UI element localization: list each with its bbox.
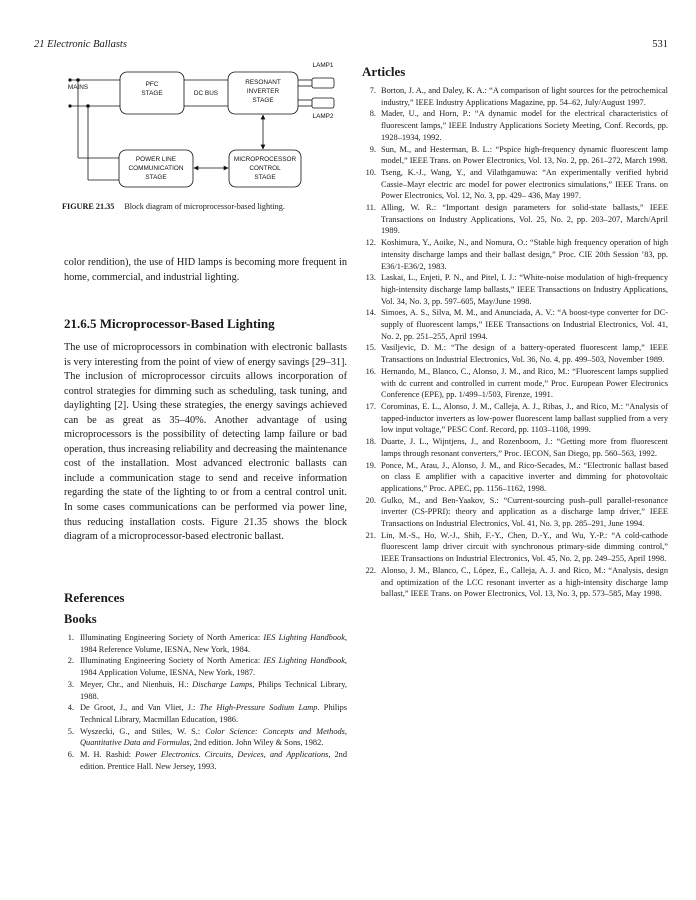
- reference-text: Borton, J. A., and Daley, K. A.: “A comparison of light sources for the petrochemical industry,” IEEE Industry Applications Magazine, pp. 54–62, July/August 1997.: [381, 86, 668, 107]
- label-inv-1: RESONANT: [245, 79, 281, 86]
- label-inv-3: STAGE: [252, 97, 274, 104]
- reference-details: , 1984 Application Volume, IESNA, New York, 1987.: [80, 656, 347, 678]
- junction-dot-2: [86, 104, 90, 108]
- figure-caption-text: Block diagram of microprocessor-based lighting.: [124, 202, 285, 211]
- reference-details: , 2nd edition. Prentice Hall. New Jersey, 1993.: [80, 750, 347, 771]
- reference-text: Corominas, E. L., Alonso, J. M., Calleja, A. J., Ribas, J., and Rico, M.: “Analysis of tapped-inductor inverters as low-power fluorescent lamp ballast supplied from a very low input voltage,” PESC Conf. Record, pp. 1103–1108, 1999.: [381, 401, 668, 435]
- reference-number: 22.: [365, 565, 376, 575]
- reference-number: 18.: [365, 437, 376, 447]
- article-reference: [362, 565, 668, 600]
- reference-text: Duarte, J. L., Wijntjens, J., and Rozenboom, J.: “Getting more from fluorescent lamps through resonant converters,” Proc. IECON, San Diego, pp. 560–563, 1992.: [381, 437, 668, 458]
- reference-details: , 1984 Reference Volume, IESNA, New York, 1984.: [80, 633, 347, 654]
- reference-text: Gulko, M., and Ben-Yaakov, S.: “Current-sourcing push–pull parallel-resonance inverter (CS-PPRI): theory and application as a discharge lamp driver,” IEEE Transactions on Industrial Electronics, Vol. 41, No. 3, pp. 285–291, June 1994.: [381, 495, 668, 529]
- label-mp-1: MICROPROCESSOR: [233, 156, 297, 163]
- running-header: [34, 39, 668, 50]
- reference-number: 12.: [365, 238, 376, 248]
- reference-number: 2.: [67, 656, 74, 666]
- reference-number: 5.: [67, 726, 74, 736]
- reference-text: Tseng, K.-J., Wang, Y., and Vilathgamuwa: “An experimentally verified hybrid Cassie–Mayr electric arc model for power electronics simulations,” IEEE Trans. on Power Electronics, Vol. 12, No. 3, pp. 429– 436, May 1997.: [381, 167, 668, 201]
- reference-number: 4.: [67, 703, 74, 713]
- article-reference: [362, 342, 668, 365]
- label-lamp1: LAMP1: [312, 62, 334, 69]
- label-pfc-1: PFC: [145, 81, 159, 88]
- article-reference: [362, 495, 668, 530]
- continuation-block: [64, 256, 347, 285]
- articles-block: [362, 64, 668, 600]
- reference-book-title: IES Lighting Handbook: [263, 656, 345, 666]
- reference-authors: Illuminating Engineering Society of North America:: [80, 656, 264, 666]
- reference-book-title: Power Electronics. Circuits, Devices, and Applications: [135, 750, 329, 760]
- reference-number: 1.: [67, 633, 74, 642]
- reference-details: , Philips Technical Library, 1988.: [80, 679, 347, 701]
- reference-text: Mader, U., and Horn, P.: “A dynamic model for the electrical characteristics of fluorescent lamps,” IEEE Industry Applications Society Meeting, Conf. Records, pp. 1928–1934, 1992.: [381, 109, 668, 142]
- reference-number: 6.: [67, 750, 74, 760]
- label-lamp2: LAMP2: [312, 113, 334, 120]
- lamp1-tube: [312, 78, 334, 88]
- article-reference: [362, 272, 668, 307]
- reference-number: 15.: [365, 343, 376, 353]
- reference-number: 10.: [365, 167, 376, 177]
- reference-number: 19.: [365, 460, 376, 470]
- reference-book-title: Discharge Lamps: [192, 679, 253, 689]
- terminal-dot-2: [68, 104, 71, 107]
- label-pfc-2: STAGE: [141, 90, 163, 97]
- article-reference: [362, 144, 668, 167]
- reference-number: 11.: [365, 203, 376, 213]
- label-pl-2: COMMUNICATION: [128, 165, 184, 172]
- continuation-paragraph: color rendition), the use of HID lamps is becoming more frequent in home, commercial, and industrial lighting.: [64, 257, 347, 283]
- reference-text: Simoes, A. S., Silva, M. M., and Anunciada, A. V.: “A boost-type converter for DC-supply of fluorescent lamps,” IEEE Transactions on Industrial Electronics, Vol. 41, No. 2, pp. 251–255, April 1994.: [381, 308, 668, 341]
- reference-number: 13.: [365, 273, 376, 283]
- label-pl-1: POWER LINE: [135, 156, 177, 163]
- reference-authors: Illuminating Engineering Society of North America:: [80, 633, 264, 642]
- article-reference: [362, 202, 668, 237]
- reference-number: 20.: [365, 495, 376, 505]
- reference-text: Koshimura, Y., Aoike, N., and Nomura, O.: “Stable high frequency operation of high intensity discharge lamps and their ballast design,” Proc. CIE 20th Session ’83, pp. E36/1-E36/2, 1983.: [381, 238, 668, 271]
- reference-authors: Wyszecki, G., and Stiles, W. S.:: [80, 726, 206, 736]
- article-reference: [362, 307, 668, 342]
- article-reference: [362, 366, 668, 401]
- article-reference: [362, 460, 668, 495]
- reference-text: Hernando, M., Blanco, C., Alonso, J. M., and Rico, M.: “Fluorescent lamps supplied with dc current and controlled in current mode,” Proc. European Power Electronics Conference (EPE), pp. 1/499–1/503, Firenze, 1991.: [381, 366, 668, 400]
- articles-list: [362, 85, 668, 600]
- article-reference: [362, 237, 668, 272]
- label-pl-3: STAGE: [145, 174, 167, 181]
- lamp2-tube: [312, 98, 334, 108]
- reference-details: Philips Technical Library, Macmillan Education, 1986.: [80, 703, 347, 724]
- reference-text: Alling, W. R.: “Important design parameters for solid-state ballasts,” IEEE Transactions on Industry Applications, Vol. 25, No. 2, pp. 203–207, March/April 1989.: [381, 203, 668, 236]
- reference-text: Lin, M.-S., Ho, W.-J., Shih, F.-Y., Chen, D.-Y., and Wu, Y.-P.: “A cold-cathode fluorescent lamp driver circuit with synchronous primary-side dimming control,” IEEE Transactions on Industrial Electronics, Vol. 45, No. 2, pp. 249–255, April 1998.: [381, 530, 668, 564]
- book-reference: [64, 632, 347, 655]
- terminal-dot-1: [68, 78, 71, 81]
- chapter-title: 21 Electronic Ballasts: [34, 39, 127, 50]
- label-dc-bus: DC BUS: [193, 90, 219, 97]
- label-mains: MAINS: [67, 84, 89, 91]
- section-title: 21.6.5 Microprocessor-Based Lighting: [64, 316, 275, 331]
- articles-title: Articles: [362, 64, 406, 79]
- figure-label: FIGURE 21.35: [62, 202, 115, 211]
- reference-authors: Meyer, Chr., and Nienhuis, H.:: [80, 679, 193, 689]
- reference-text: Alonso, J. M., Blanco, C., López, E., Calleja, A. J. and Rico, M.: “Analysis, design and optimization of the LCC resonant inverter as a high-intensity discharge lamp ballast,” IEEE Trans. on Power Electronics, Vol. 13, No. 3, pp. 573–585, May 1998.: [381, 565, 668, 599]
- books-list: [64, 632, 347, 772]
- reference-number: 14.: [365, 308, 376, 318]
- section-paragraph: The use of microprocessors in combination with electronic ballasts is very interesting from the point of view of energy savings [29–31]. The inclusion of microprocessor circuits allows incorporation of control strategies for dimming such as scheduling, task tuning, and daylighting [2]. Using these strategies, the energy savings achieved can be as great as 35–40%. Another advantage of using microprocessors is the possibility of detecting lamp failure or bad operation, thus increasing reliability and decreasing the maintenance cost of the installation. Most advanced electronic ballasts can include a communication stage to send and receive information regarding the state of the lighting to or from a central control unit. In some cases communications can be performed via power line, thus reducing installation costs. Figure 21.35 shows the block diagram of a microprocessor-based electronic ballast.: [64, 342, 347, 543]
- reference-text: Laskai, L., Enjeti, P. N., and Pitel, I. J.: “White-noise modulation of high-frequency high-intensity discharge lamp ballasts,” IEEE Transactions on Industry Applications, Vol. 34, No. 3, pp. 597–605, May/June 1998.: [381, 273, 668, 306]
- reference-book-title: Color Science: Concepts and Methods, Quantitative Data and Formulas: [80, 726, 347, 748]
- block-diagram: [64, 58, 364, 198]
- article-reference: [362, 401, 668, 436]
- reference-number: 17.: [365, 401, 376, 411]
- reference-authors: M. H. Rashid:: [80, 750, 136, 760]
- reference-text: Sun, M., and Hesterman, B. L.: “Pspice high-frequency dynamic fluorescent lamp model,” IEEE Trans. on Power Electronics, Vol. 13, No. 2, pp. 261–272, March 1998.: [381, 144, 668, 166]
- reference-number: 16.: [365, 366, 376, 376]
- book-reference: [64, 749, 347, 772]
- book-reference: [64, 702, 347, 725]
- page-number: 531: [652, 39, 668, 50]
- label-mp-2: CONTROL: [249, 165, 281, 172]
- reference-text: Vasiljevic, D. M.: “The design of a battery-operated fluorescent lamp,” IEEE Transactions on Industrial Electronics, Vol. 36, No. 4, pp. 499–503, November 1989.: [381, 343, 668, 365]
- article-reference: [362, 108, 668, 143]
- references-title: References: [64, 590, 125, 605]
- references-block: [64, 590, 347, 772]
- section-block: [64, 316, 347, 545]
- article-reference: [362, 530, 668, 565]
- book-reference: [64, 679, 347, 702]
- book-reference: [64, 655, 347, 678]
- article-reference: [362, 436, 668, 459]
- junction-dot-1: [76, 78, 80, 82]
- reference-number: 8.: [369, 109, 376, 119]
- reference-book-title: The High-Pressure Sodium Lamp.: [199, 703, 320, 713]
- reference-details: , 2nd edition. John Wiley & Sons, 1982.: [189, 738, 324, 748]
- books-title: Books: [64, 612, 97, 626]
- reference-authors: De Groot, J., and Van Vliet, J.:: [80, 703, 200, 713]
- reference-book-title: IES Lighting Handbook: [263, 633, 345, 642]
- figure-caption: [62, 202, 372, 211]
- article-reference: [362, 167, 668, 202]
- article-reference: [362, 85, 668, 108]
- reference-number: 3.: [67, 679, 74, 689]
- label-mp-3: STAGE: [254, 174, 276, 181]
- reference-number: 7.: [369, 86, 376, 95]
- reference-number: 9.: [369, 144, 376, 154]
- label-inv-2: INVERTER: [246, 88, 280, 95]
- reference-text: Ponce, M., Arau, J., Alonso, J. M., and Rico-Secades, M.: “Electronic ballast based on class E amplifier with a capacitive inverter and dimming for photovoltaic applications,” Proc. APEC, pp. 1156–1162, 1998.: [381, 460, 668, 493]
- book-reference: [64, 726, 347, 749]
- reference-number: 21.: [365, 530, 376, 540]
